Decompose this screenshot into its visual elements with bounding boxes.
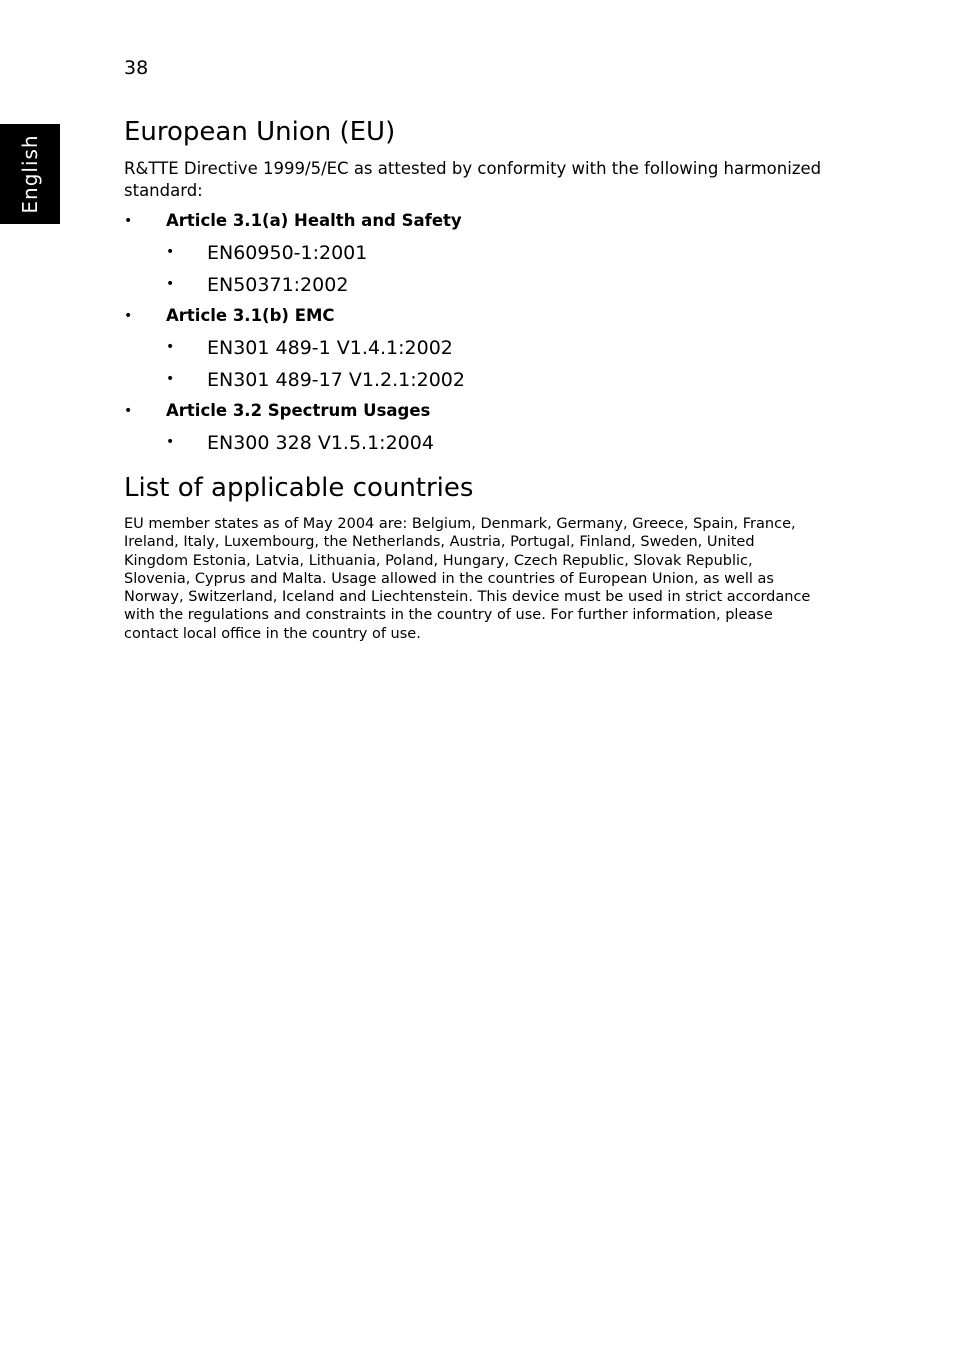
article-title: Article 3.1(a) Health and Safety <box>166 211 462 230</box>
article-item <box>124 208 824 298</box>
language-tab <box>0 124 60 224</box>
standard-label: EN300 328 V1.5.1:2004 <box>207 432 434 454</box>
bullet-marker: • <box>166 339 175 355</box>
standard-item <box>166 367 824 393</box>
countries-section-title: List of applicable countries <box>124 473 474 503</box>
bullet-marker: • <box>124 213 133 229</box>
standard-label: EN301 489-1 V1.4.1:2002 <box>207 337 453 359</box>
countries-text: EU member states as of May 2004 are: Belgium, Denmark, Germany, Greece, Spain, France, Ireland, Italy, Luxembourg, the Netherlands, Austria, Portugal, Finland, Sweden, United Kingdom Estonia, Latvia, Lithuania, Poland, Hungary, Czech Republic, Slovak Republic, Slovenia, Cyprus and Malta. Usage allowed in the countries of European Union, as well as Norway, Switzerland, Iceland and Liechtenstein. This device must be used in strict accordance with the regulations and constraints in the country of use. For further information, please contact local office in the country of use. <box>124 516 811 642</box>
bullet-marker: • <box>166 244 175 260</box>
standard-item <box>166 240 824 266</box>
page-content <box>124 114 824 643</box>
standard-item <box>166 430 824 456</box>
article-list <box>124 208 824 456</box>
bullet-marker: • <box>166 434 175 450</box>
bullet-marker: • <box>124 308 133 324</box>
page-number: 38 <box>124 57 149 79</box>
article-title: Article 3.2 Spectrum Usages <box>166 401 431 420</box>
standard-label: EN60950-1:2001 <box>207 242 368 264</box>
standard-label: EN50371:2002 <box>207 274 349 296</box>
eu-intro-text: R&TTE Directive 1999/5/EC as attested by conformity with the following harmonized standard: <box>124 159 822 200</box>
article-title: Article 3.1(b) EMC <box>166 306 335 325</box>
bullet-marker: • <box>124 403 133 419</box>
language-tab-label: English <box>18 134 42 214</box>
standard-list <box>166 430 824 456</box>
eu-section-title: European Union (EU) <box>124 117 396 147</box>
standard-item <box>166 272 824 298</box>
bullet-marker: • <box>166 371 175 387</box>
standard-list <box>166 240 824 298</box>
standard-list <box>166 335 824 393</box>
standard-item <box>166 335 824 361</box>
article-item <box>124 398 824 456</box>
article-item <box>124 303 824 393</box>
bullet-marker: • <box>166 276 175 292</box>
standard-label: EN301 489-17 V1.2.1:2002 <box>207 369 465 391</box>
